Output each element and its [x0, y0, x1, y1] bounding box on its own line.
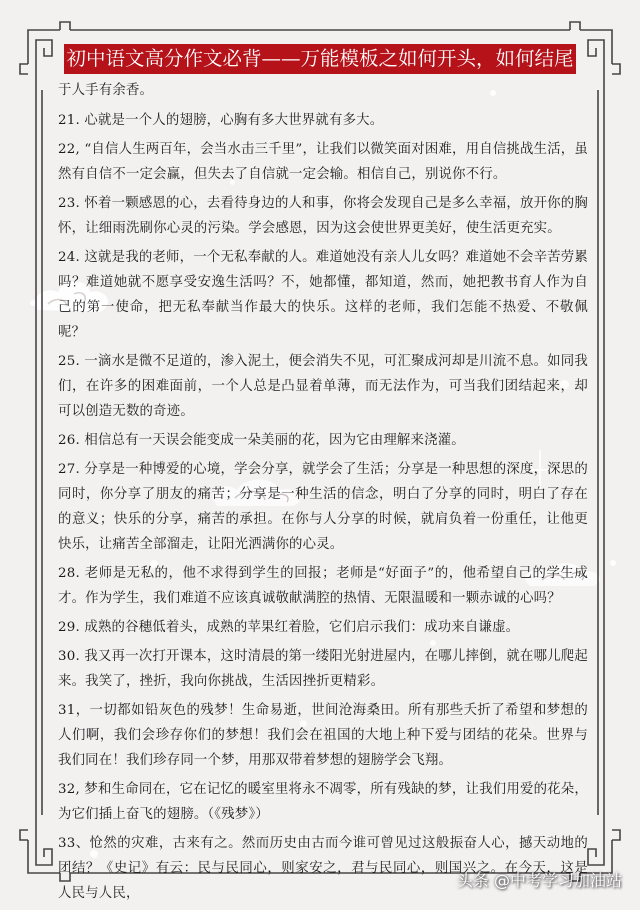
- paragraph: 24. 这就是我的老师，一个无私奉献的人。难道她没有亲人儿女吗？难道她不会辛苦劳累吗？难道她就不愿享受安逸生活吗？不，她都懂，都知道，然而，她把教书育人作为自己的第一使命，把无私奉献当作最大的快乐。这样的老师，我们怎能不热爱、不敬佩呢？: [58, 250, 588, 340]
- paragraph: 于人手有余香。: [58, 83, 154, 98]
- page-title: 初中语文高分作文必背——万能模板之如何开头，如何结尾: [64, 44, 576, 74]
- paragraph: 33、怆然的灾难，古来有之。然而历史由古而今谁可曾见过这般振奋人心，撼天动地的团结？《史记》有云：民与民同心，则家安之，君与民同心，则国兴之。在今天，这是人民与人民，: [58, 836, 588, 901]
- paragraph: 29. 成熟的谷穗低着头，成熟的苹果红着脸，它们启示我们：成功来自谦虚。: [58, 620, 520, 635]
- paragraph: 28. 老师是无私的，他不求得到学生的回报；老师是“好面子”的，他希望自己的学生成才。作为学生，我们难道不应该真诚敬献满腔的热情、无限温暖和一颗赤诚的心吗？: [58, 566, 588, 606]
- watermark: 头条 @中考学习加油站: [456, 871, 622, 890]
- paragraph: 31，一切都如铅灰色的残梦！生命易逝，世间沧海桑田。所有那些夭折了希望和梦想的人们啊，我们会珍存你们的梦想！我们会在祖国的大地上种下爱与团结的花朵。世界与我们同在！我们珍存同一个梦，用那双带着梦想的翅膀学会飞翔。: [58, 703, 588, 768]
- paragraph: 26. 相信总有一天误会能变成一朵美丽的花，因为它由理解来浇灌。: [58, 433, 465, 448]
- essay-content: [58, 78, 588, 910]
- paragraph: 30. 我又再一次打开课本，这时清晨的第一缕阳光射进屋内，在哪儿摔倒，就在哪儿爬起来。我笑了，挫折，我向你挑战，生活因挫折更精彩。: [58, 649, 588, 689]
- paragraph: 22, “自信人生两百年，会当水击三千里”，让我们以微笑面对困难，用自信挑战生活，虽然有自信不一定会赢，但失去了自信就一定会输。相信自己，别说你不行。: [58, 142, 588, 182]
- paragraph: 23. 怀着一颗感恩的心，去看待身边的人和事，你将会发现自己是多么幸福，放开你的胸怀，让细雨洗刷你心灵的污染。学会感恩，因为这会使世界更美好，使生活更充实。: [58, 196, 588, 236]
- paragraph: 27. 分享是一种博爱的心境，学会分享，就学会了生活；分享是一种思想的深度，深思的同时，你分享了朋友的痛苦；分享是一种生活的信念，明白了分享的同时，明白了存在的意义；快乐的分享，痛苦的承担。在你与人分享的时候，就肩负着一份重任，让他更快乐，让痛苦全部溜走，让阳光洒满你的心灵。: [58, 462, 588, 552]
- paragraph: 25. 一滴水是微不足道的，渗入泥土，便会消失不见，可汇聚成河却是川流不息。如同我们，在许多的困难面前，一个人总是凸显着单薄，而无法作为，可当我们团结起来，却可以创造无数的奇迹。: [58, 354, 588, 419]
- paragraph: 21. 心就是一个人的翅膀，心胸有多大世界就有多大。: [58, 113, 384, 128]
- paragraph: 32, 梦和生命同在，它在记忆的暖室里将永不凋零，所有残缺的梦，让我们用爱的花朵，为它们插上奋飞的翅膀。（《残梦》）: [58, 782, 588, 822]
